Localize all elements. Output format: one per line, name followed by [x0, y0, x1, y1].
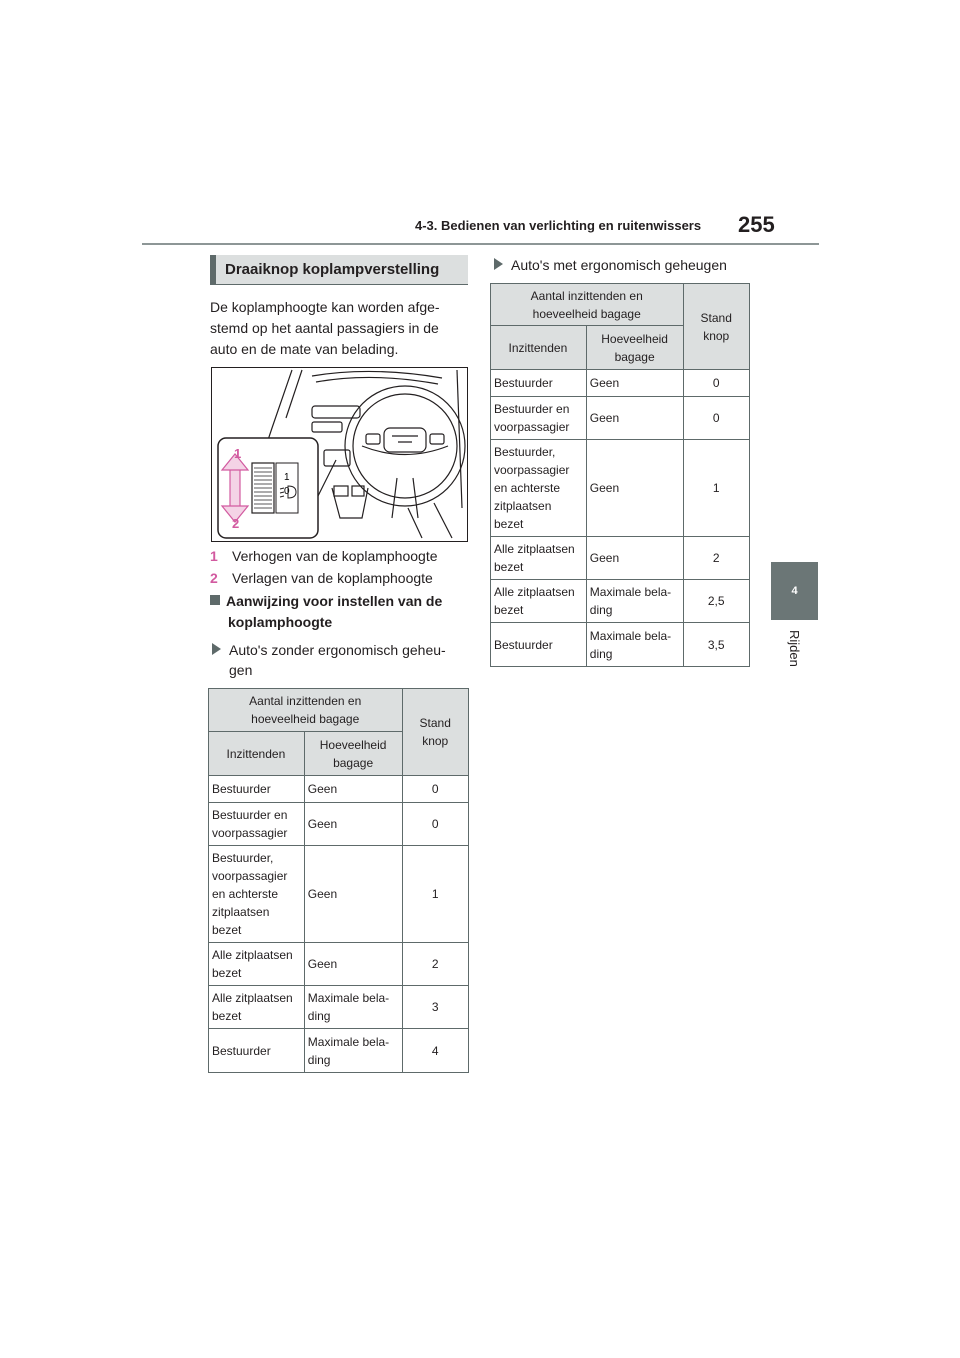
table-row: Alle zitplaatsen bezet Geen 2	[209, 943, 469, 986]
page-number: 255	[738, 212, 775, 237]
table-row: Bestuurder en voorpassagier Geen 0	[209, 803, 469, 846]
table-row: Bestuurder, voorpassagier en achterste zitplaatsen bezet Geen 1	[209, 846, 469, 943]
header-luggage: Hoeveelheid bagage	[304, 732, 403, 776]
item-text: Verhogen van de koplamphoogte	[232, 548, 438, 564]
header-luggage: Hoeveelheid bagage	[586, 326, 684, 370]
intro-line: auto en de mate van belading.	[210, 341, 399, 357]
dial-mark-top: 1	[284, 472, 290, 483]
left-table-title: Auto's zonder ergonomisch geheu- gen	[212, 640, 472, 680]
table-row: Bestuurder en voorpassagier Geen 0	[491, 397, 750, 440]
header-stand: Stand knop	[684, 284, 750, 370]
intro-line: De koplamphoogte kan worden afge-	[210, 299, 440, 315]
table-row: Alle zitplaatsen bezet Geen 2	[491, 537, 750, 580]
intro-line: stemd op het aantal passagiers in de	[210, 320, 439, 336]
triangle-bullet-icon	[212, 643, 221, 655]
dashboard-drawing	[212, 368, 467, 541]
triangle-bullet-icon	[494, 258, 503, 270]
table-row: Bestuurder Maximale bela- ding 4	[209, 1029, 469, 1073]
callout-1: 1	[234, 446, 242, 461]
left-position-table	[208, 688, 469, 1073]
dashboard-illustration	[211, 367, 468, 542]
header-group: Aantal inzittenden en hoeveelheid bagage	[209, 689, 403, 732]
item-text: Verlagen van de koplamphoogte	[232, 570, 433, 586]
item-number: 2	[210, 570, 218, 586]
chapter-label-text: Rijden	[787, 630, 802, 667]
chapter-tab	[771, 562, 818, 620]
header-occupants: Inzittenden	[491, 326, 587, 370]
intro-paragraph	[210, 297, 470, 360]
section-title: Draaiknop koplampverstelling	[210, 255, 468, 285]
chapter-label	[772, 628, 816, 688]
header-stand: Stand knop	[403, 689, 469, 776]
numbered-item	[210, 546, 438, 566]
item-number: 1	[210, 548, 218, 564]
callout-2: 2	[232, 516, 240, 531]
right-position-table	[490, 283, 750, 667]
table-row: Bestuurder Geen 0	[491, 370, 750, 397]
header-divider	[142, 243, 819, 245]
table-row: Bestuurder Maximale bela- ding 3,5	[491, 623, 750, 667]
square-bullet-icon	[210, 595, 220, 605]
header-group: Aantal inzittenden en hoeveelheid bagage	[491, 284, 684, 326]
table-row: Bestuurder, voorpassagier en achterste zitplaatsen bezet Geen 1	[491, 440, 750, 537]
table-row: Bestuurder Geen 0	[209, 776, 469, 803]
numbered-item	[210, 568, 433, 588]
header-occupants: Inzittenden	[209, 732, 305, 776]
table-row: Alle zitplaatsen bezet Maximale bela- ding 3	[209, 986, 469, 1029]
chapter-number: 4	[791, 585, 798, 597]
right-table-title: Auto's met ergonomisch geheugen	[494, 255, 764, 275]
table-row: Alle zitplaatsen bezet Maximale bela- ding 2,5	[491, 580, 750, 623]
running-header: 4-3. Bedienen van verlichting en ruitenwissers	[415, 218, 702, 233]
subheading: Aanwijzing voor instellen van de koplamphoogte	[210, 591, 470, 633]
dial-mark-bottom: 0	[284, 486, 290, 497]
